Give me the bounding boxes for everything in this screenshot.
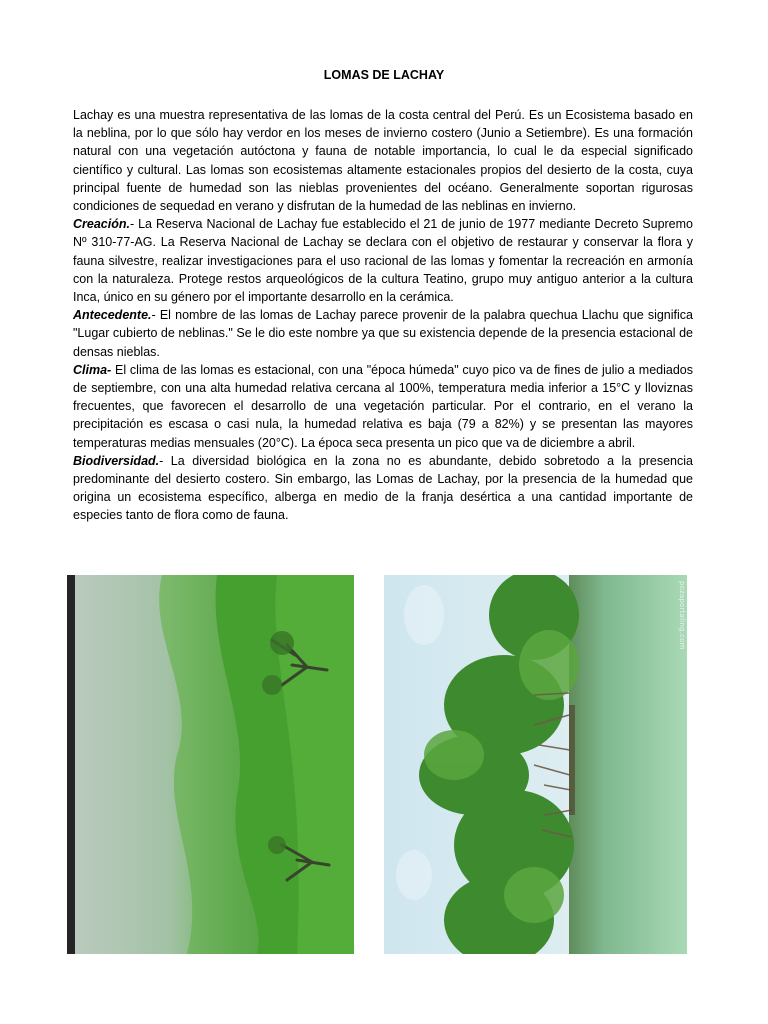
photo-watermark: pozaportaling.com xyxy=(678,581,686,650)
lomas-landscape-photo xyxy=(67,575,354,954)
paragraph-text: - La diversidad biológica en la zona no es abundante, debido sobretodo a la presencia predominante del desierto costero. Sin embargo, las Lomas de Lachay, por la presencia de la humedad que origina un ecosistema específico, alberga en medio de la franja desértica a una cantidad importante de especies tanto de flora como de fauna. xyxy=(73,453,693,523)
paragraph-text: El clima de las lomas es estacional, con una "época húmeda" cuyo pico va de fines de julio a mediados de septiembre, con una alta humedad relativa cercana al 100%, temperatura media inferior a 15°C y lloviznas frecuentes, que favorecen el desarrollo de una vegetación particular. Por el contrario, en el verano la precipitación es escasa o casi nula, la humedad relativa es baja (79 a 82%) y se presentan las mayores temperaturas medias mensuales (20°C). La época seca presenta un pico que va de diciembre a abril. xyxy=(73,362,693,450)
paragraph-lead: Antecedente. xyxy=(73,308,152,323)
paragraph-antecedente xyxy=(73,306,693,361)
paragraph-text: Lachay es una muestra representativa de las lomas de la costa central del Perú. Es un Ecosistema basado en la neblina, por lo que sólo hay verdor en los meses de invierno costero (Junio a Setiembre). Es una formación natural con una vegetación autóctona y fauna de notable importancia, lo cual le da especial significado científico y cultural. Las lomas son ecosistemas altamente estacionales propios del desierto de la costa, cuya principal fuente de humedad son las nieblas provenientes del océano. Generalmente soportan rigurosas condiciones de sequedad en verano y disfrutan de la humedad de las neblinas en invierno. xyxy=(73,108,693,214)
paragraph-biodiversidad xyxy=(73,452,693,525)
mangrove-photo xyxy=(384,575,687,954)
paragraph-lead: Creación. xyxy=(73,217,130,232)
paragraph-creacion xyxy=(73,215,693,306)
paragraph-lead: Biodiversidad. xyxy=(73,453,160,468)
paragraph-lead: Clima- xyxy=(73,362,112,377)
paragraph-clima xyxy=(73,361,693,452)
paragraph-text: - La Reserva Nacional de Lachay fue establecido el 21 de junio de 1977 mediante Decreto Supremo Nº 310-77-AG. La Reserva Nacional de Lachay se declara con el objetivo de restaurar y conservar la flora y fauna silvestre, realizar investigaciones para el uso racional de las lomas y fomentar la recreación en armonía con la naturaleza. Protege restos arqueológicos de la cultura Teatino, grupo muy antiguo anterior a la cultura Inca, único en su género por el importante desarrollo en la cerámica. xyxy=(73,217,693,305)
document-title: LOMAS DE LACHAY xyxy=(323,68,445,82)
paragraph-intro xyxy=(73,106,693,215)
document-body xyxy=(73,106,693,525)
paragraph-text: - El nombre de las lomas de Lachay parece provenir de la palabra quechua Llachu que significa "Lugar cubierto de neblinas." Se le dio este nombre ya que su existencia depende de la presencia estacional de densas nieblas. xyxy=(73,308,693,359)
